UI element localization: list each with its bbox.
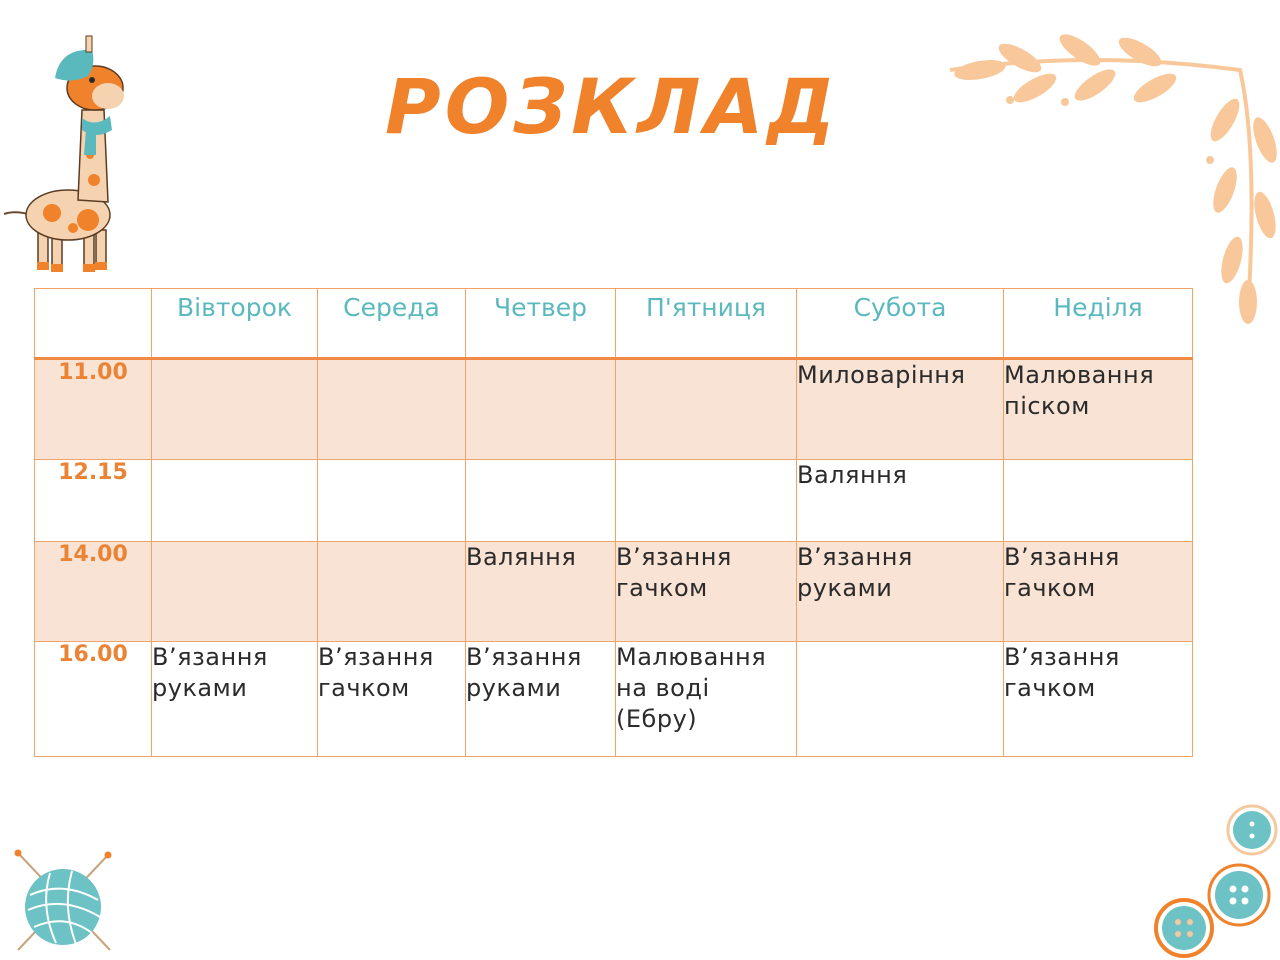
activity-cell bbox=[152, 359, 318, 460]
activity-cell: Валяння bbox=[466, 542, 616, 642]
activity-cell bbox=[152, 460, 318, 542]
activity-cell bbox=[1004, 460, 1193, 542]
day-header: П'ятниця bbox=[616, 289, 797, 359]
activity-cell: В’язання гачком bbox=[318, 642, 466, 757]
activity-cell: Малювання на воді (Ебру) bbox=[616, 642, 797, 757]
table-row bbox=[35, 542, 1193, 642]
activity-cell bbox=[318, 460, 466, 542]
activity-cell: Малювання піском bbox=[1004, 359, 1193, 460]
time-cell: 12.15 bbox=[35, 460, 152, 542]
time-cell: 16.00 bbox=[35, 642, 152, 757]
table-row bbox=[35, 460, 1193, 542]
corner-cell bbox=[35, 289, 152, 359]
giraffe-illustration bbox=[0, 30, 140, 275]
activity-cell bbox=[152, 542, 318, 642]
activity-cell: В’язання гачком bbox=[616, 542, 797, 642]
schedule-table bbox=[34, 288, 1193, 757]
activity-cell bbox=[318, 359, 466, 460]
table-row bbox=[35, 359, 1193, 460]
time-cell: 11.00 bbox=[35, 359, 152, 460]
activity-cell: В’язання руками bbox=[466, 642, 616, 757]
yarn-ball-illustration bbox=[10, 845, 120, 955]
activity-cell: В’язання руками bbox=[152, 642, 318, 757]
time-cell: 14.00 bbox=[35, 542, 152, 642]
day-header: Субота bbox=[797, 289, 1004, 359]
day-header: Неділя bbox=[1004, 289, 1193, 359]
day-header: Вівторок bbox=[152, 289, 318, 359]
activity-cell: В’язання гачком bbox=[1004, 542, 1193, 642]
activity-cell bbox=[466, 359, 616, 460]
activity-cell bbox=[616, 359, 797, 460]
table-row bbox=[35, 642, 1193, 757]
buttons-illustration bbox=[1150, 800, 1280, 960]
table-header-row bbox=[35, 289, 1193, 359]
day-header: Четвер bbox=[466, 289, 616, 359]
activity-cell: Валяння bbox=[797, 460, 1004, 542]
activity-cell bbox=[616, 460, 797, 542]
activity-cell: В’язання руками bbox=[797, 542, 1004, 642]
activity-cell bbox=[797, 642, 1004, 757]
activity-cell bbox=[466, 460, 616, 542]
day-header: Середа bbox=[318, 289, 466, 359]
page-title: РОЗКЛАД bbox=[385, 62, 840, 151]
activity-cell: Миловаріння bbox=[797, 359, 1004, 460]
leaf-branch-illustration bbox=[940, 30, 1280, 330]
activity-cell bbox=[318, 542, 466, 642]
activity-cell: В’язання гачком bbox=[1004, 642, 1193, 757]
